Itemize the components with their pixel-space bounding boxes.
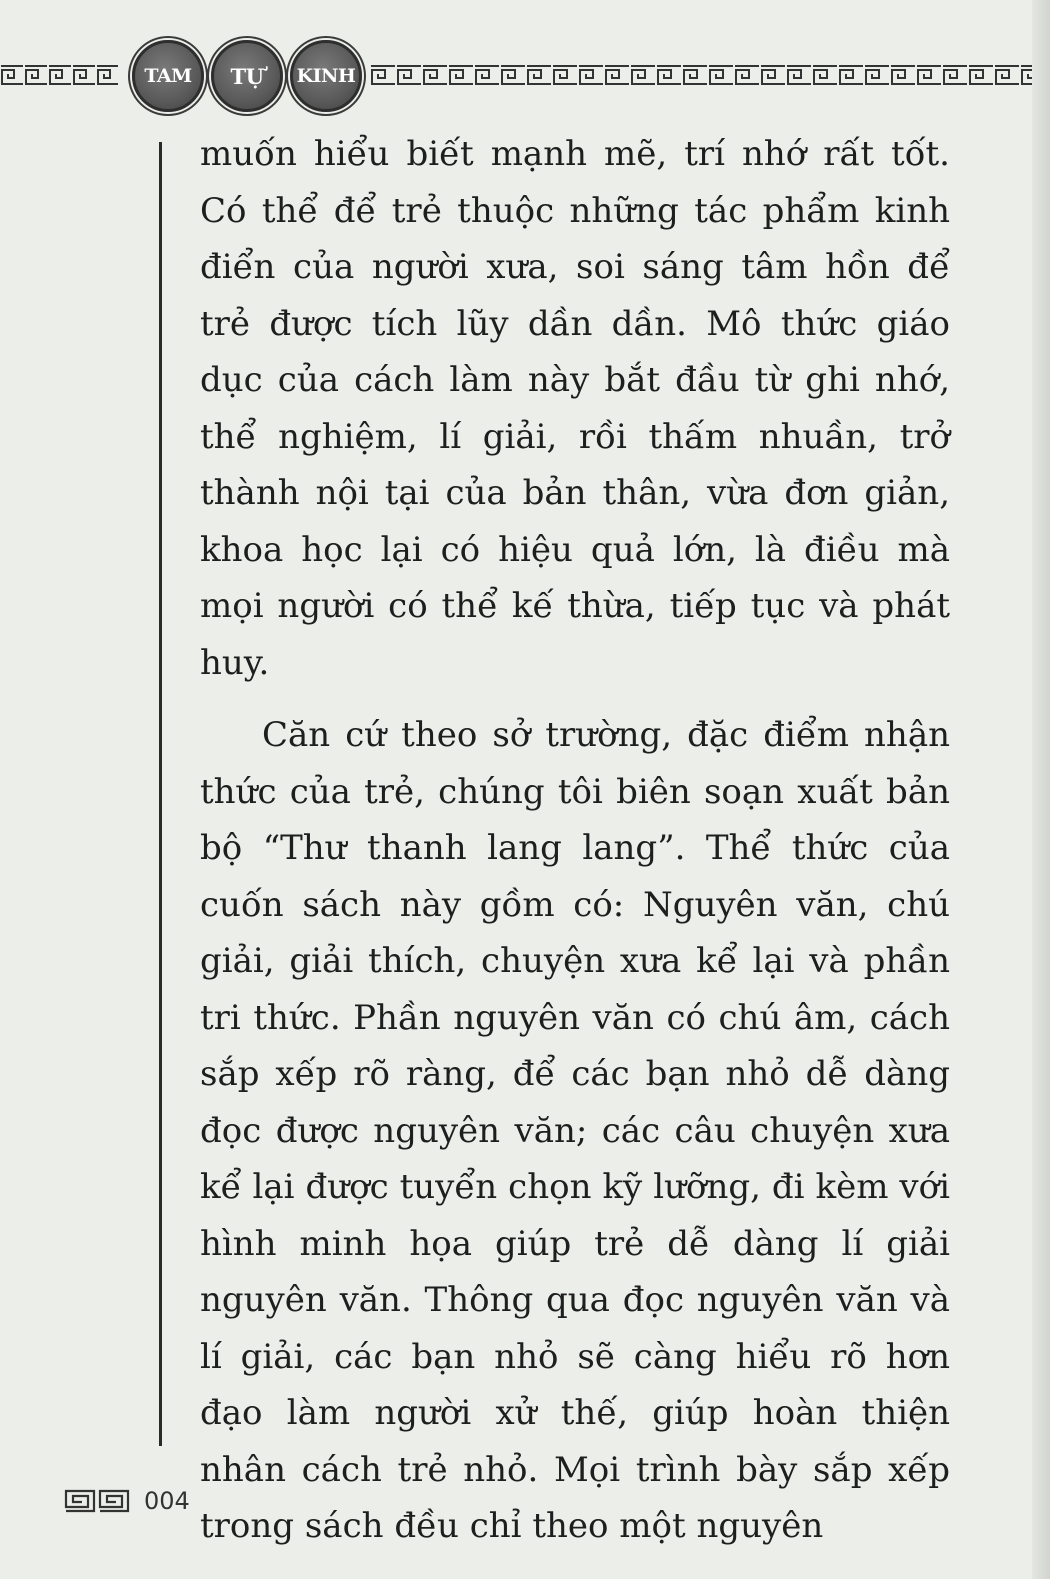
paragraph-2: Căn cứ theo sở trường, đặc điểm nhận thức của trẻ, chúng tôi biên soạn xuất bản bộ “Thư thanh lang lang”. Thể thức của cuốn sách này gồm có: Nguyên văn, chú giải, giải thích, chuyện xưa kể lại và phần tri thức. Phần nguyên văn có chú âm, cách sắp xếp rõ ràng, để các bạn nhỏ dễ dàng đọc được nguyên văn; các câu chuyện xưa kể lại được tuyển chọn kỹ lưỡng, đi kèm với hình minh họa giúp trẻ dễ dàng lí giải nguyên văn. Thông qua đọc nguyên văn và lí giải, các bạn nhỏ sẽ càng hiểu rõ hơn đạo làm người xử thế, giúp hoàn thiện nhân cách trẻ nhỏ. Mọi trình bày sắp xếp trong sách đều chỉ theo một nguyên <box>200 715 950 1546</box>
left-fret-ornament-icon <box>0 64 118 86</box>
title-medallion-kinh <box>290 40 362 112</box>
running-header <box>0 40 1032 110</box>
page-number: 004 <box>144 1487 190 1515</box>
title-medallion-tam <box>132 40 204 112</box>
page-footer <box>64 1486 190 1516</box>
paragraph-1: muốn hiểu biết mạnh mẽ, trí nhớ rất tốt. Có thể để trẻ thuộc những tác phẩm kinh điển của người xưa, soi sáng tâm hồn để trẻ được tích lũy dần dần. Mô thức giáo dục của cách làm này bắt đầu từ ghi nhớ, thể nghiệm, lí giải, rồi thấm nhuần, trở thành nội tại của bản thân, vừa đơn giản, khoa học lại có hiệu quả lớn, là điều mà mọi người có thể kế thừa, tiếp tục và phát huy. <box>200 134 950 683</box>
footer-fret-ornament-icon <box>64 1489 130 1513</box>
right-fret-ornament-icon <box>370 64 1032 86</box>
title-word-kinh: KINH <box>296 65 356 87</box>
title-medallion-tu <box>211 40 283 112</box>
title-word-tam: TAM <box>144 65 192 87</box>
margin-rule <box>159 142 162 1446</box>
title-word-tu: TỰ <box>230 63 264 89</box>
scan-page-edge <box>1032 0 1050 1579</box>
body-text <box>200 126 950 1555</box>
